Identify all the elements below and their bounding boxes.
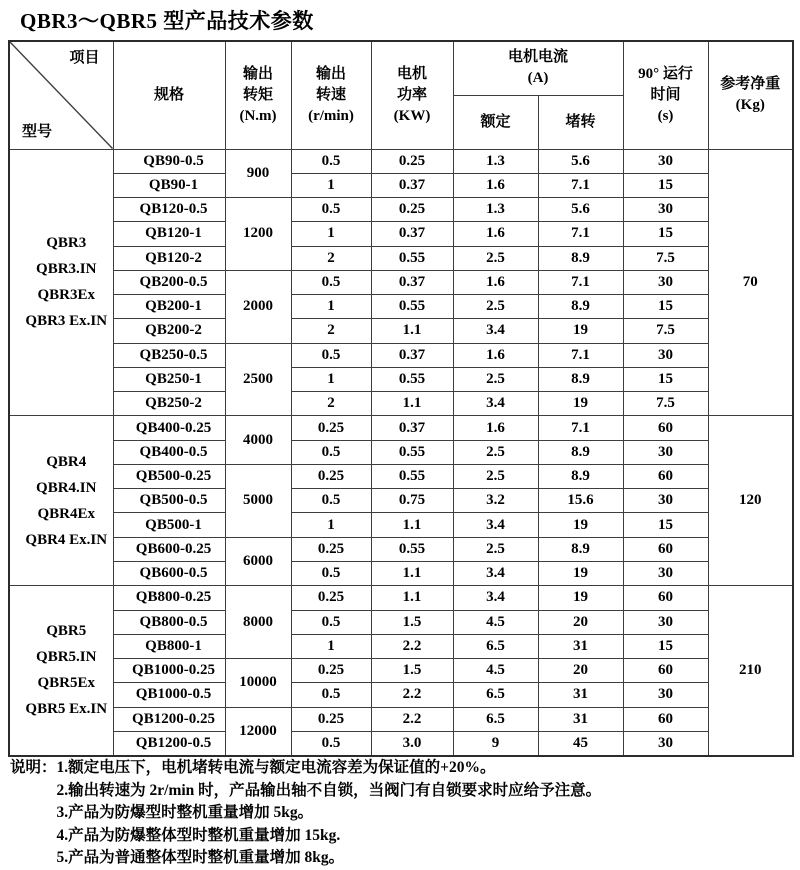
run-time-cell: 60 — [623, 586, 708, 610]
header-diagonal-cell — [9, 41, 113, 149]
power-cell: 0.37 — [371, 416, 453, 440]
header-speed — [291, 41, 371, 149]
rated-current-cell: 6.5 — [453, 634, 538, 658]
speed-cell: 0.25 — [291, 537, 371, 561]
header-current — [453, 41, 623, 95]
run-time-cell: 30 — [623, 489, 708, 513]
run-time-cell: 60 — [623, 464, 708, 488]
power-cell: 1.5 — [371, 659, 453, 683]
table-row — [9, 149, 793, 173]
table-row — [9, 659, 793, 683]
spec-cell: QB600-0.25 — [113, 537, 225, 561]
model-name: QBR5Ex — [37, 675, 95, 692]
torque-cell: 5000 — [225, 464, 291, 537]
run-time-cell: 30 — [623, 731, 708, 755]
header-torque — [225, 41, 291, 149]
rated-current-cell: 2.5 — [453, 295, 538, 319]
header-line: (N.m) — [239, 107, 277, 124]
power-cell: 1.5 — [371, 610, 453, 634]
header-line: 参考净重 — [720, 76, 781, 93]
spec-cell: QB500-1 — [113, 513, 225, 537]
stall-current-cell: 19 — [538, 562, 623, 586]
stall-current-cell: 31 — [538, 683, 623, 707]
run-time-cell: 30 — [623, 198, 708, 222]
speed-cell: 0.5 — [291, 270, 371, 294]
stall-current-cell: 8.9 — [538, 246, 623, 270]
torque-cell: 12000 — [225, 707, 291, 756]
header-time — [623, 41, 708, 149]
power-cell: 0.37 — [371, 270, 453, 294]
torque-cell: 10000 — [225, 659, 291, 708]
stall-current-cell: 7.1 — [538, 270, 623, 294]
spec-cell: QB90-1 — [113, 173, 225, 197]
run-time-cell: 30 — [623, 343, 708, 367]
rated-current-cell: 3.4 — [453, 319, 538, 343]
speed-cell: 0.5 — [291, 562, 371, 586]
table-row — [9, 707, 793, 731]
run-time-cell: 60 — [623, 537, 708, 561]
power-cell: 2.2 — [371, 707, 453, 731]
weight-cell: 70 — [708, 149, 793, 416]
table-row — [9, 489, 793, 513]
speed-cell: 0.25 — [291, 464, 371, 488]
torque-cell: 4000 — [225, 416, 291, 465]
torque-cell: 6000 — [225, 537, 291, 586]
power-cell: 0.55 — [371, 464, 453, 488]
model-name: QBR3 Ex.IN — [25, 313, 108, 330]
rated-current-cell: 3.4 — [453, 513, 538, 537]
run-time-cell: 30 — [623, 610, 708, 634]
power-cell: 2.2 — [371, 634, 453, 658]
model-group-cell — [9, 416, 113, 586]
power-cell: 1.1 — [371, 319, 453, 343]
header-spec-label: 规格 — [153, 86, 184, 103]
power-cell: 0.37 — [371, 222, 453, 246]
rated-current-cell: 6.5 — [453, 707, 538, 731]
model-name: QBR3.IN — [36, 261, 97, 278]
table-row — [9, 586, 793, 610]
spec-cell: QB600-0.5 — [113, 562, 225, 586]
table-row — [9, 295, 793, 319]
spec-cell: QB120-2 — [113, 246, 225, 270]
run-time-cell: 15 — [623, 295, 708, 319]
torque-cell: 900 — [225, 149, 291, 198]
spec-cell: QB1200-0.5 — [113, 731, 225, 755]
spec-cell: QB1000-0.5 — [113, 683, 225, 707]
header-power — [371, 41, 453, 149]
speed-cell: 0.25 — [291, 659, 371, 683]
speed-cell: 1 — [291, 513, 371, 537]
spec-cell: QB250-1 — [113, 367, 225, 391]
header-line: (Kg) — [735, 97, 765, 114]
header-line: (A) — [527, 70, 549, 87]
rated-current-cell: 3.4 — [453, 562, 538, 586]
power-cell: 1.1 — [371, 513, 453, 537]
notes-lines — [57, 757, 796, 870]
speed-cell: 0.5 — [291, 489, 371, 513]
table-row — [9, 610, 793, 634]
model-name: QBR5.IN — [36, 649, 97, 666]
run-time-cell: 30 — [623, 270, 708, 294]
header-project-label: 项目 — [69, 50, 100, 66]
run-time-cell: 7.5 — [623, 392, 708, 416]
spec-cell: QB90-0.5 — [113, 149, 225, 173]
header-row-1 — [9, 41, 793, 95]
rated-current-cell: 4.5 — [453, 659, 538, 683]
header-weight — [708, 41, 793, 149]
speed-cell: 1 — [291, 634, 371, 658]
header-line: 90° 运行 — [638, 65, 693, 82]
speed-cell: 0.25 — [291, 416, 371, 440]
table-row — [9, 683, 793, 707]
header-line: 转速 — [315, 86, 346, 103]
model-name: QBR4 Ex.IN — [25, 531, 108, 548]
power-cell: 0.55 — [371, 537, 453, 561]
stall-current-cell: 7.1 — [538, 222, 623, 246]
spec-cell: QB800-0.25 — [113, 586, 225, 610]
table-row — [9, 440, 793, 464]
run-time-cell: 7.5 — [623, 246, 708, 270]
model-name: QBR5 — [46, 623, 87, 640]
stall-current-cell: 45 — [538, 731, 623, 755]
rated-current-cell: 3.4 — [453, 586, 538, 610]
spec-cell: QB200-2 — [113, 319, 225, 343]
table-row — [9, 343, 793, 367]
power-cell: 0.25 — [371, 198, 453, 222]
speed-cell: 0.5 — [291, 149, 371, 173]
rated-current-cell: 1.6 — [453, 222, 538, 246]
header-line: 时间 — [650, 86, 681, 103]
spec-cell: QB250-2 — [113, 392, 225, 416]
spec-cell: QB400-0.5 — [113, 440, 225, 464]
power-cell: 1.1 — [371, 562, 453, 586]
rated-current-cell: 2.5 — [453, 367, 538, 391]
note-item: 3.产品为防爆型时整机重量增加 5kg。 — [56, 804, 314, 822]
model-name: QBR4 — [46, 453, 87, 470]
notes-label: 说明： — [10, 759, 57, 776]
table-row — [9, 562, 793, 586]
table-row — [9, 416, 793, 440]
header-model-label: 型号 — [22, 123, 53, 140]
power-cell: 0.75 — [371, 489, 453, 513]
rated-current-cell: 1.6 — [453, 270, 538, 294]
stall-current-cell: 7.1 — [538, 343, 623, 367]
power-cell: 0.55 — [371, 295, 453, 319]
rated-current-cell: 2.5 — [453, 246, 538, 270]
header-current-stall: 堵转 — [538, 95, 623, 149]
run-time-cell: 15 — [623, 513, 708, 537]
model-name: QBR5 Ex.IN — [25, 701, 108, 718]
spec-cell: QB800-1 — [113, 634, 225, 658]
header-line: 电机 — [396, 65, 427, 82]
spec-cell: QB500-0.5 — [113, 489, 225, 513]
spec-cell: QB400-0.25 — [113, 416, 225, 440]
speed-cell: 0.5 — [291, 198, 371, 222]
table-row — [9, 537, 793, 561]
stall-current-cell: 5.6 — [538, 198, 623, 222]
table-row — [9, 222, 793, 246]
spec-cell: QB500-0.25 — [113, 464, 225, 488]
run-time-cell: 30 — [623, 440, 708, 464]
header-line: 功率 — [396, 86, 427, 103]
table-row — [9, 173, 793, 197]
run-time-cell: 30 — [623, 562, 708, 586]
run-time-cell: 60 — [623, 707, 708, 731]
header-line: (s) — [657, 107, 674, 124]
rated-current-cell: 2.5 — [453, 537, 538, 561]
stall-current-cell: 8.9 — [538, 367, 623, 391]
speed-cell: 0.5 — [291, 440, 371, 464]
model-group-cell — [9, 586, 113, 756]
model-name: QBR4Ex — [37, 505, 95, 522]
spec-cell: QB120-1 — [113, 222, 225, 246]
header-line: 转矩 — [242, 86, 273, 103]
table-row — [9, 367, 793, 391]
table-row — [9, 198, 793, 222]
rated-current-cell: 1.6 — [453, 173, 538, 197]
power-cell: 1.1 — [371, 586, 453, 610]
stall-current-cell: 19 — [538, 513, 623, 537]
note-item: 2.输出转速为 2r/min 时，产品输出轴不自锁，当阀门有自锁要求时应给予注意。 — [56, 781, 602, 799]
run-time-cell: 7.5 — [623, 319, 708, 343]
header-spec — [113, 41, 225, 149]
weight-cell: 210 — [708, 586, 793, 756]
page-title: QBR3～QBR5 型产品技术参数 — [20, 9, 314, 33]
model-group-cell — [9, 149, 113, 416]
power-cell: 3.0 — [371, 731, 453, 755]
header-line: 输出 — [315, 65, 346, 82]
rated-current-cell: 6.5 — [453, 683, 538, 707]
stall-current-cell: 8.9 — [538, 295, 623, 319]
rated-current-cell: 9 — [453, 731, 538, 755]
power-cell: 0.55 — [371, 440, 453, 464]
header-line: 输出 — [242, 65, 273, 82]
power-cell: 1.1 — [371, 392, 453, 416]
speed-cell: 1 — [291, 222, 371, 246]
power-cell: 0.25 — [371, 149, 453, 173]
table-row — [9, 464, 793, 488]
header-line: (KW) — [393, 107, 431, 124]
spec-cell: QB200-1 — [113, 295, 225, 319]
table-row — [9, 731, 793, 755]
run-time-cell: 30 — [623, 683, 708, 707]
run-time-cell: 15 — [623, 173, 708, 197]
stall-current-cell: 7.1 — [538, 416, 623, 440]
speed-cell: 0.5 — [291, 610, 371, 634]
model-name: QBR3Ex — [37, 287, 95, 304]
run-time-cell: 15 — [623, 634, 708, 658]
stall-current-cell: 19 — [538, 392, 623, 416]
speed-cell: 0.5 — [291, 683, 371, 707]
header-line: (r/min) — [308, 107, 354, 124]
run-time-cell: 60 — [623, 659, 708, 683]
speed-cell: 2 — [291, 246, 371, 270]
rated-current-cell: 3.2 — [453, 489, 538, 513]
spec-cell: QB200-0.5 — [113, 270, 225, 294]
table-row — [9, 319, 793, 343]
stall-current-cell: 20 — [538, 610, 623, 634]
spec-cell: QB800-0.5 — [113, 610, 225, 634]
weight-cell: 120 — [708, 416, 793, 586]
spec-cell: QB1000-0.25 — [113, 659, 225, 683]
speed-cell: 2 — [291, 319, 371, 343]
run-time-cell: 60 — [623, 416, 708, 440]
header-line: 电机电流 — [508, 49, 569, 66]
spec-table — [8, 40, 794, 757]
run-time-cell: 15 — [623, 222, 708, 246]
table-header — [9, 41, 793, 149]
table-row — [9, 270, 793, 294]
torque-cell: 8000 — [225, 586, 291, 659]
power-cell: 0.37 — [371, 173, 453, 197]
speed-cell: 1 — [291, 173, 371, 197]
power-cell: 0.37 — [371, 343, 453, 367]
model-name: QBR3 — [46, 235, 87, 252]
note-item: 1.额定电压下，电机堵转电流与额定电流容差为保证值的+20%。 — [56, 759, 496, 776]
speed-cell: 1 — [291, 295, 371, 319]
power-cell: 0.55 — [371, 367, 453, 391]
spec-cell: QB1200-0.25 — [113, 707, 225, 731]
stall-current-cell: 19 — [538, 586, 623, 610]
rated-current-cell: 1.6 — [453, 416, 538, 440]
speed-cell: 0.25 — [291, 707, 371, 731]
table-body — [9, 149, 793, 756]
power-cell: 0.55 — [371, 246, 453, 270]
speed-cell: 0.5 — [291, 343, 371, 367]
model-name: QBR4.IN — [36, 479, 97, 496]
header-current-rated: 额定 — [453, 95, 538, 149]
stall-current-cell: 8.9 — [538, 464, 623, 488]
torque-cell: 2500 — [225, 343, 291, 416]
speed-cell: 0.5 — [291, 731, 371, 755]
rated-current-cell: 3.4 — [453, 392, 538, 416]
stall-current-cell: 5.6 — [538, 149, 623, 173]
table-row — [9, 513, 793, 537]
spec-cell: QB120-0.5 — [113, 198, 225, 222]
torque-cell: 1200 — [225, 198, 291, 271]
rated-current-cell: 4.5 — [453, 610, 538, 634]
table-row — [9, 392, 793, 416]
table-row — [9, 246, 793, 270]
stall-current-cell: 8.9 — [538, 440, 623, 464]
run-time-cell: 15 — [623, 367, 708, 391]
rated-current-cell: 1.3 — [453, 149, 538, 173]
speed-cell: 1 — [291, 367, 371, 391]
stall-current-cell: 20 — [538, 659, 623, 683]
stall-current-cell: 15.6 — [538, 489, 623, 513]
rated-current-cell: 1.6 — [453, 343, 538, 367]
speed-cell: 0.25 — [291, 586, 371, 610]
stall-current-cell: 31 — [538, 634, 623, 658]
spec-cell: QB250-0.5 — [113, 343, 225, 367]
rated-current-cell: 1.3 — [453, 198, 538, 222]
note-item: 5.产品为普通整体型时整机重量增加 8kg。 — [56, 849, 345, 867]
run-time-cell: 30 — [623, 149, 708, 173]
table-row — [9, 634, 793, 658]
stall-current-cell: 8.9 — [538, 537, 623, 561]
stall-current-cell: 7.1 — [538, 173, 623, 197]
rated-current-cell: 2.5 — [453, 464, 538, 488]
note-item: 4.产品为防爆整体型时整机重量增加 15kg. — [56, 826, 341, 844]
notes-section — [10, 757, 796, 870]
torque-cell: 2000 — [225, 270, 291, 343]
power-cell: 2.2 — [371, 683, 453, 707]
rated-current-cell: 2.5 — [453, 440, 538, 464]
speed-cell: 2 — [291, 392, 371, 416]
stall-current-cell: 31 — [538, 707, 623, 731]
stall-current-cell: 19 — [538, 319, 623, 343]
